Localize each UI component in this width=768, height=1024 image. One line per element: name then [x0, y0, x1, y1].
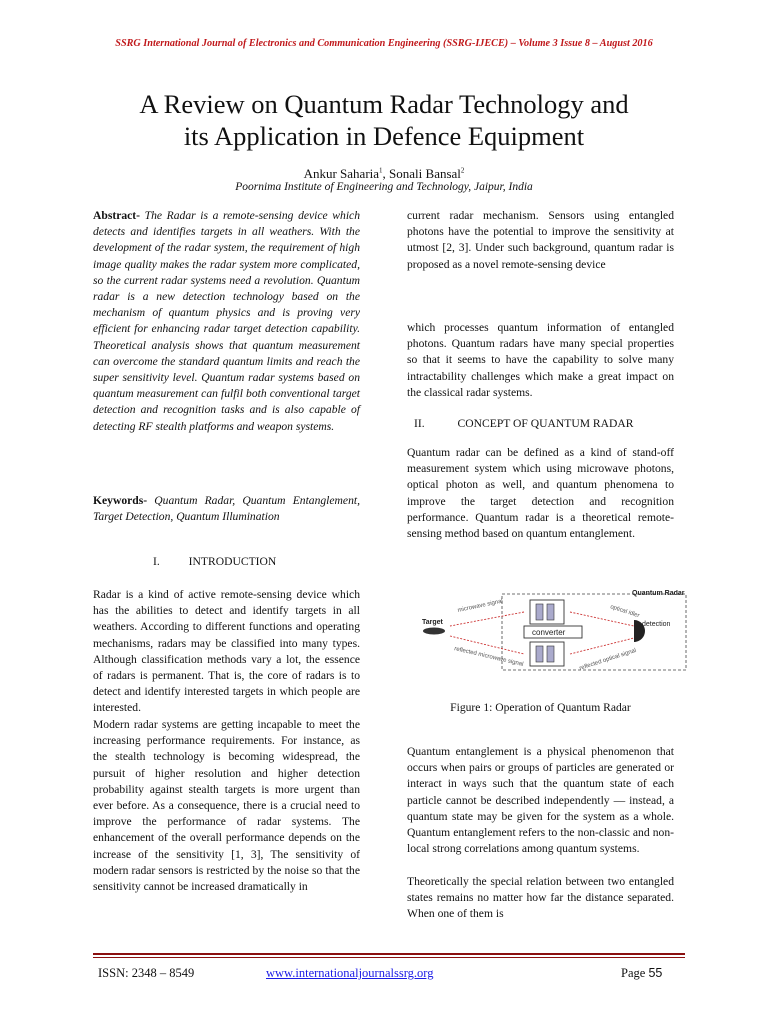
microwave-label: microwave signal	[457, 598, 504, 614]
figure-caption: Figure 1: Operation of Quantum Radar	[450, 701, 631, 714]
footer-page-number: 55	[648, 966, 663, 980]
target-label: Target	[422, 619, 443, 626]
authors	[0, 166, 768, 182]
microwave-arrow	[450, 612, 524, 626]
keywords	[93, 493, 360, 525]
author-1: Ankur Saharia	[303, 166, 380, 181]
title-line-2: its Application in Defence Equipment	[183, 121, 585, 151]
upper-module-part-2	[547, 604, 554, 620]
lower-module-part-2	[547, 646, 554, 662]
abstract-label: Abstract-	[93, 209, 141, 222]
section-2-title: CONCEPT OF QUANTUM RADAR	[457, 417, 634, 430]
intro-paragraph-1: Radar is a kind of active remote-sensing device which has the abilities to detect and identify targets in all weathers. According to different functions and operating mechanisms, radars may be classified into many types. Although classification methods vary a lot, the essence of radars is permanent. That is, the core of radars is to detect and identify interested targets in which people are interested.	[93, 588, 360, 715]
section-2-heading	[414, 416, 634, 432]
keywords-text: Quantum Radar, Quantum Entanglement, Target Detection, Quantum Illumination	[93, 494, 360, 524]
intro-paragraph-2: Modern radar systems are getting incapable to meet the increasing performance requirements. For instance, as the stealth technology is becoming widespread, the pursuit of higher resolution and higher detection probability against stealth targets is more urgent than ever before. As a consequence, there is a crucial need to improve the performance of radar systems. The enhancement of the overall performance depends on the increase of the sensitivity [1, 3], The sensitivity of modern radar sensors is restricted by the noise so that the sensitivity cannot be increased dramatically in	[93, 718, 360, 894]
right-paragraph-3: Quantum radar can be defined as a kind of stand-off measurement system which using microwave photons, optical photon as well, and quantum phenomena to improve the target detection and recognition performance. Quantum radar is a theoretical remote-sensing method based on quantum entanglement.	[407, 446, 674, 541]
converter-label: converter	[532, 628, 566, 637]
author-2-sup: 2	[460, 166, 465, 175]
section-1-number: I.	[153, 555, 160, 568]
footer-url-link[interactable]: www.internationaljournalssrg.org	[266, 966, 434, 980]
author-separator: ,	[382, 166, 390, 181]
footer-rule-top	[93, 953, 685, 955]
author-1-sup: 1	[379, 166, 383, 175]
lower-module-part-1	[536, 646, 543, 662]
quantum-radar-box-label: Quantum Radar	[632, 590, 685, 597]
detection-label: detection	[642, 621, 671, 628]
section-1-title: INTRODUCTION	[188, 555, 277, 568]
author-2: Sonali Bansal	[389, 166, 461, 181]
footer-page-label: Page	[621, 966, 649, 980]
quantum-radar-figure	[420, 590, 688, 676]
title-line-1: A Review on Quantum Radar Technology and	[139, 89, 629, 119]
journal-header: SSRG International Journal of Electronics and Communication Engineering (SSRG-IJECE) – Volume 3 Issue 8 – August 2016	[115, 38, 653, 49]
keywords-label: Keywords-	[93, 494, 148, 507]
target-shape	[423, 628, 445, 635]
abstract-text: The Radar is a remote-sensing device which detects and identifies targets in all weathers. With the development of the radar system, the requirement of high image quality makes the radar system more complicated, so the current radar systems need a revolution. Quantum radar is a new detection technology based on the mechanism of quantum physics and is proving very efficient for enhancing radar target detection capability. Theoretical analysis shows that quantum measurement can overcome the standard quantum limits and reach the super sensitivity level. Quantum radar systems based on quantum measurement can fulfil both conventional target detection and recognition tasks and is also capable of detecting RF stealth platforms and weapon systems.	[93, 209, 360, 433]
abstract	[93, 208, 360, 435]
right-paragraph-2: which processes quantum information of entangled photons. Quantum radars have many special properties so that it seems to have the capability to solve many intractability challenges which make a great impact on the classical radar systems.	[407, 321, 674, 399]
right-paragraph-4: Quantum entanglement is a physical phenomenon that occurs when pairs or groups of particles are generated or interact in ways such that the quantum state of each particle cannot be described independently — instead, a quantum state may be given for the system as a whole. Quantum entanglement refers to the non-classic and non-local strong correlations among quantum systems.	[407, 745, 674, 856]
affiliation: Poornima Institute of Engineering and Technology, Jaipur, India	[235, 181, 533, 193]
footer-rule-bottom	[93, 957, 685, 958]
footer-issn: ISSN: 2348 – 8549	[98, 966, 195, 980]
section-2-number: II.	[414, 417, 425, 430]
paper-title	[40, 88, 728, 152]
reflected-optical-label: reflected optical signal	[578, 647, 638, 672]
upper-module-part-1	[536, 604, 543, 620]
optical-idler-label: optical idler	[609, 604, 641, 620]
right-paragraph-1: current radar mechanism. Sensors using entangled photons have the potential to improve the sensitivity at utmost [2, 3]. Under such background, quantum radar is proposed as a novel remote-sensing device	[407, 209, 674, 271]
reflected-microwave-label: reflected microwave signal	[453, 646, 524, 668]
footer-page	[621, 966, 662, 981]
right-paragraph-5: Theoretically the special relation between two entangled states remains no matter how far the distance separated. When one of them is	[407, 875, 674, 921]
section-1-heading	[153, 554, 276, 570]
